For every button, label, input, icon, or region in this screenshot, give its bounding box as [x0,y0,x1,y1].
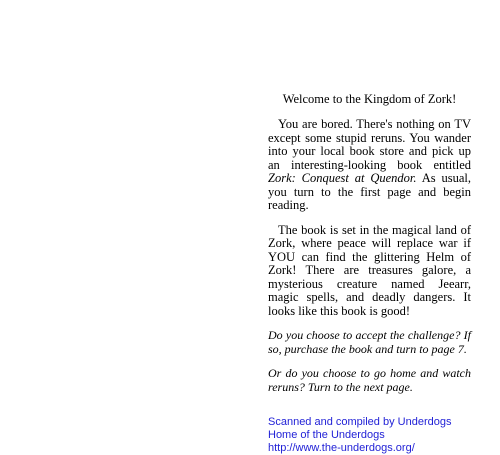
credits-line-scanner: Scanned and compiled by Underdogs [268,416,452,428]
intro-text-start: You are bored. There's nothing on TV except some stupid reruns. You wander into your local book store and pick up an interesting-looking book entitled [268,117,471,172]
page-heading: Welcome to the Kingdom of Zork! [282,92,457,106]
book-page [268,92,471,455]
setting-paragraph: The book is set in the magical land of Zork, where peace will replace war if YOU can find the glittering Helm of Zork! There are treasures galore, a mysterious creature named Jeearr, magic spells, and deadly dangers. It looks like this book is good! [268,222,471,318]
credits-line-site-name: Home of the Underdogs [268,429,385,441]
scan-credits [268,416,471,455]
intro-paragraph [268,118,471,213]
book-title: Zork: Conquest at Quendor. [268,171,417,185]
intro-text-end: As usual, you turn to the first page and begin reading. [268,171,471,212]
choice-go-home: Or do you choose to go home and watch reruns? Turn to the next page. [268,366,471,394]
credits-line-url: http://www.the-underdogs.org/ [268,442,415,454]
choice-accept-challenge: Do you choose to accept the challenge? If so, purchase the book and turn to page 7. [268,328,471,356]
